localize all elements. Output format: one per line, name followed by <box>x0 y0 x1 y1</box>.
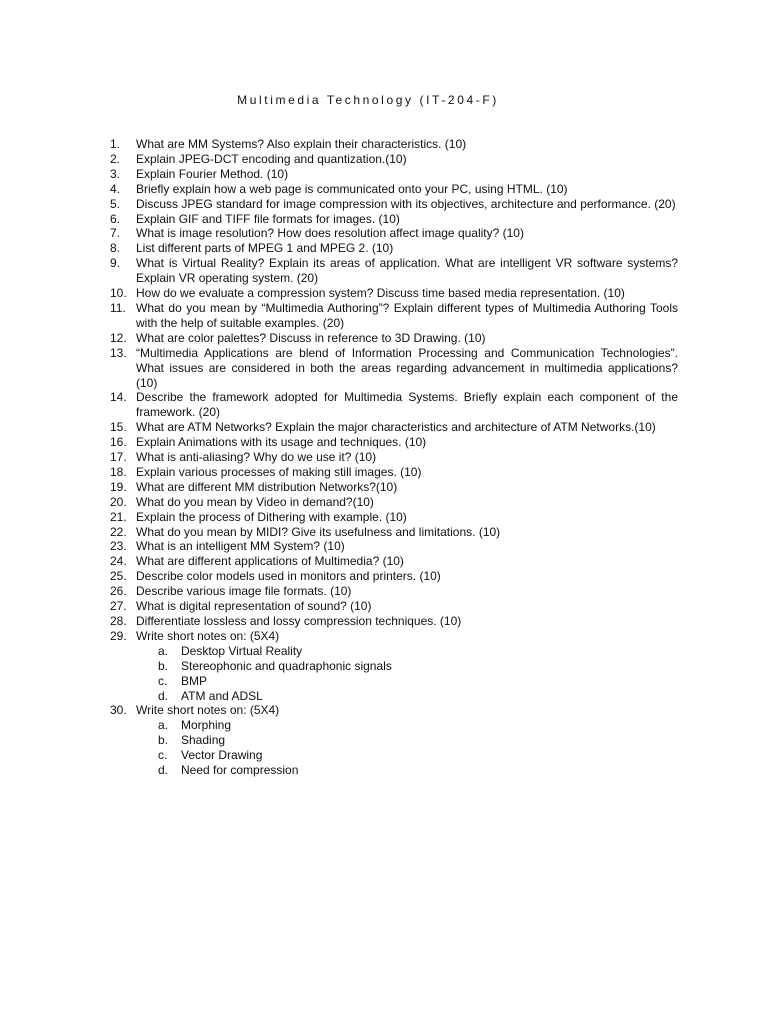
question-text: How do we evaluate a compression system? Discuss time based media representation. (10) <box>136 286 625 301</box>
question-list <box>110 137 678 778</box>
question-number: 14. <box>110 390 127 405</box>
question-text: Briefly explain how a web page is communicated onto your PC, using HTML. (10) <box>136 181 568 196</box>
question-number: 28. <box>110 614 127 628</box>
subquestion-item <box>136 733 678 748</box>
question-item <box>110 286 678 301</box>
question-number: 15. <box>110 420 127 435</box>
question-text: Describe various image file formats. (10) <box>136 584 352 599</box>
question-number: 25. <box>110 569 127 584</box>
question-text: Explain Animations with its usage and techniques. (10) <box>136 435 427 450</box>
question-number: 17. <box>110 450 127 465</box>
question-number: 19. <box>110 479 127 494</box>
question-item <box>110 480 678 495</box>
question-text: Explain the process of Dithering with example. (10) <box>136 509 407 524</box>
question-text: What is Virtual Reality? Explain its areas of application. What are intelligent VR software systems? Explain VR operating system. (20) <box>136 256 678 286</box>
question-number: 10. <box>110 286 127 301</box>
question-item <box>110 539 678 554</box>
question-number: 3. <box>110 166 121 181</box>
question-item <box>110 137 678 152</box>
question-number: 11. <box>110 300 126 315</box>
subquestion-item <box>136 659 678 674</box>
question-text: What is an intelligent MM System? (10) <box>136 539 345 554</box>
question-item <box>110 450 678 465</box>
question-item <box>110 152 678 167</box>
question-number: 21. <box>110 509 127 524</box>
question-text: Describe color models used in monitors and printers. (10) <box>136 569 441 584</box>
question-number: 4. <box>110 181 121 196</box>
subquestion-letter: d. <box>158 688 169 703</box>
question-item <box>110 167 678 182</box>
question-item <box>110 569 678 584</box>
question-number: 22. <box>110 524 127 539</box>
question-item <box>110 629 678 704</box>
subquestion-list <box>136 644 678 704</box>
subquestion-letter: b. <box>158 658 169 673</box>
question-number: 16. <box>110 435 127 450</box>
question-text: Discuss JPEG standard for image compression with its objectives, architecture and performance. (20) <box>136 196 676 211</box>
subquestion-item <box>136 674 678 689</box>
question-item <box>110 435 678 450</box>
subquestion-item <box>136 748 678 763</box>
subquestion-item <box>136 763 678 778</box>
question-text: Explain various processes of making still images. (10) <box>136 464 422 479</box>
question-number: 30. <box>110 703 127 718</box>
question-number: 8. <box>110 241 121 256</box>
question-item <box>110 599 678 614</box>
question-text: What is image resolution? How does resolution affect image quality? (10) <box>136 226 524 241</box>
question-number: 7. <box>110 226 121 241</box>
question-item <box>110 495 678 510</box>
question-item <box>110 525 678 540</box>
question-number: 20. <box>110 494 127 509</box>
subquestion-text: Desktop Virtual Reality <box>181 643 303 658</box>
question-text: “Multimedia Applications are blend of Information Processing and Communication Technologies”. What issues are considered in both the areas regarding advancement in multimedia applications? (10) <box>136 345 678 390</box>
question-text: What do you mean by Video in demand?(10) <box>136 494 374 509</box>
question-text: Describe the framework adopted for Multimedia Systems. Briefly explain each component of the framework. (20) <box>136 390 678 420</box>
subquestion-letter: c. <box>158 673 168 688</box>
question-item <box>110 420 678 435</box>
question-text: What are ATM Networks? Explain the major characteristics and architecture of ATM Networks.(10) <box>136 420 656 435</box>
subquestion-item <box>136 644 678 659</box>
document-title: Multimedia Technology (IT-204-F) <box>237 93 499 107</box>
question-item <box>110 212 678 227</box>
question-number: 1. <box>110 137 121 151</box>
subquestion-text: Vector Drawing <box>181 748 263 763</box>
question-number: 26. <box>110 584 127 599</box>
question-item <box>110 614 678 629</box>
question-item <box>110 465 678 480</box>
question-text: What do you mean by MIDI? Give its usefulness and limitations. (10) <box>136 524 501 539</box>
question-number: 23. <box>110 539 127 554</box>
question-text: List different parts of MPEG 1 and MPEG 2. (10) <box>136 241 394 256</box>
question-item <box>110 241 678 256</box>
question-text: Explain Fourier Method. (10) <box>136 166 289 181</box>
question-number: 24. <box>110 554 127 569</box>
question-item <box>110 256 678 286</box>
question-text: What are different MM distribution Networks?(10) <box>136 479 398 494</box>
question-text: Explain GIF and TIFF file formats for images. (10) <box>136 211 400 226</box>
subquestion-text: Need for compression <box>181 763 299 778</box>
question-text: Write short notes on: (5X4) <box>136 628 280 643</box>
question-item <box>110 346 678 391</box>
question-text: What do you mean by “Multimedia Authoring”? Explain different types of Multimedia Authoring Tools with the help of suitable examples. (20) <box>136 300 678 330</box>
subquestion-letter: a. <box>158 718 169 733</box>
question-text: Explain JPEG-DCT encoding and quantization.(10) <box>136 151 407 166</box>
question-item <box>110 510 678 525</box>
subquestion-letter: d. <box>158 763 169 778</box>
question-text: What are MM Systems? Also explain their characteristics. (10) <box>136 137 467 151</box>
subquestion-item <box>136 689 678 704</box>
question-item <box>110 226 678 241</box>
subquestion-letter: c. <box>158 748 168 763</box>
subquestion-text: Morphing <box>181 718 232 733</box>
question-text: What is digital representation of sound? (10) <box>136 599 372 614</box>
question-number: 6. <box>110 211 121 226</box>
question-number: 2. <box>110 151 121 166</box>
question-text: What are different applications of Multimedia? (10) <box>136 554 404 569</box>
subquestion-letter: b. <box>158 733 169 748</box>
question-item <box>110 182 678 197</box>
question-number: 5. <box>110 196 121 211</box>
question-number: 12. <box>110 330 127 345</box>
subquestion-letter: a. <box>158 643 169 658</box>
question-text: Differentiate lossless and lossy compression techniques. (10) <box>136 614 462 628</box>
question-text: What is anti-aliasing? Why do we use it? (10) <box>136 450 377 465</box>
question-item <box>110 584 678 599</box>
question-item <box>110 703 678 778</box>
question-number: 9. <box>110 256 121 271</box>
subquestion-list <box>136 718 678 778</box>
subquestion-text: Shading <box>181 733 226 748</box>
question-item <box>110 554 678 569</box>
question-item <box>110 197 678 212</box>
question-item <box>110 301 678 331</box>
question-number: 27. <box>110 599 127 614</box>
question-item <box>110 390 678 420</box>
subquestion-text: BMP <box>181 673 208 688</box>
subquestion-text: Stereophonic and quadraphonic signals <box>181 658 392 673</box>
question-item <box>110 331 678 346</box>
question-text: What are color palettes? Discuss in reference to 3D Drawing. (10) <box>136 330 486 345</box>
question-number: 29. <box>110 628 127 643</box>
question-number: 18. <box>110 464 127 479</box>
question-text: Write short notes on: (5X4) <box>136 703 280 718</box>
question-number: 13. <box>110 345 127 360</box>
subquestion-text: ATM and ADSL <box>181 688 263 703</box>
subquestion-item <box>136 718 678 733</box>
